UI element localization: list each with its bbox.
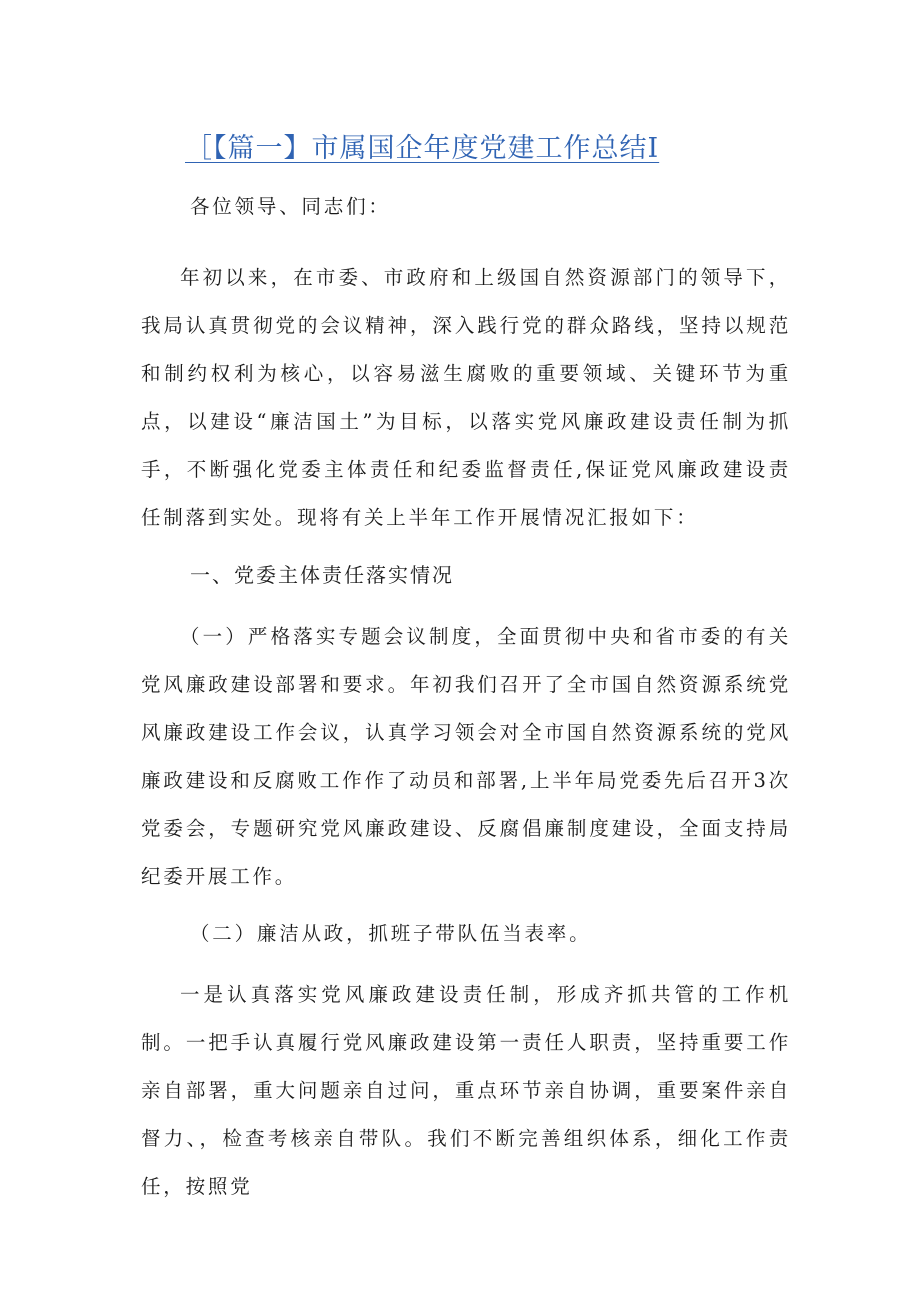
section-heading-1: 一、党委主体责任落实情况 — [190, 563, 454, 587]
section-1-paragraph-2: 一是认真落实党风廉政建设责任制，形成齐抓共管的工作机制。一把手认真履行党风廉政建设第一责任人职责，坚持重要工作亲自部署，重大问题亲自过问，重点环节亲自协调，重要案件亲自督力、，检查考核亲自带队。我们不断完善组织体系，细化工作责任，按照党 — [141, 983, 791, 1198]
intro-paragraph: 年初以来，在市委、市政府和上级国自然资源部门的领导下，我局认真贯彻党的会议精神，深入践行党的群众路线，坚持以规范和制约权利为核心，以容易滋生腐败的重要领域、关键环节为重点，以建设“廉洁国土”为目标，以落实党风廉政建设责任制为抓手，不断强化党委主体责任和纪委监督责任,保证党风廉政建设责任制落到实处。现将有关上半年工作开展情况汇报如下： — [141, 266, 791, 529]
section-1-paragraph-1: （一）严格落实专题会议制度，全面贯彻中央和省市委的有关党风廉政建设部署和要求。年初我们召开了全市国自然资源系统党风廉政建设工作会议，认真学习领会对全市国自然资源系统的党风廉政建设和反腐败工作作了动员和部署,上半年局党委先后召开3次党委会，专题研究党风廉政建设、反腐倡廉制度建设，全面支持局纪委开展工作。 — [141, 625, 791, 888]
section-1-subheading-2: （二）廉洁从政，抓班子带队伍当表率。 — [190, 922, 592, 945]
document-title: ［【篇一】市属国企年度党建工作总结Ⅰ — [185, 133, 660, 164]
greeting-line: 各位领导、同志们： — [190, 195, 391, 218]
